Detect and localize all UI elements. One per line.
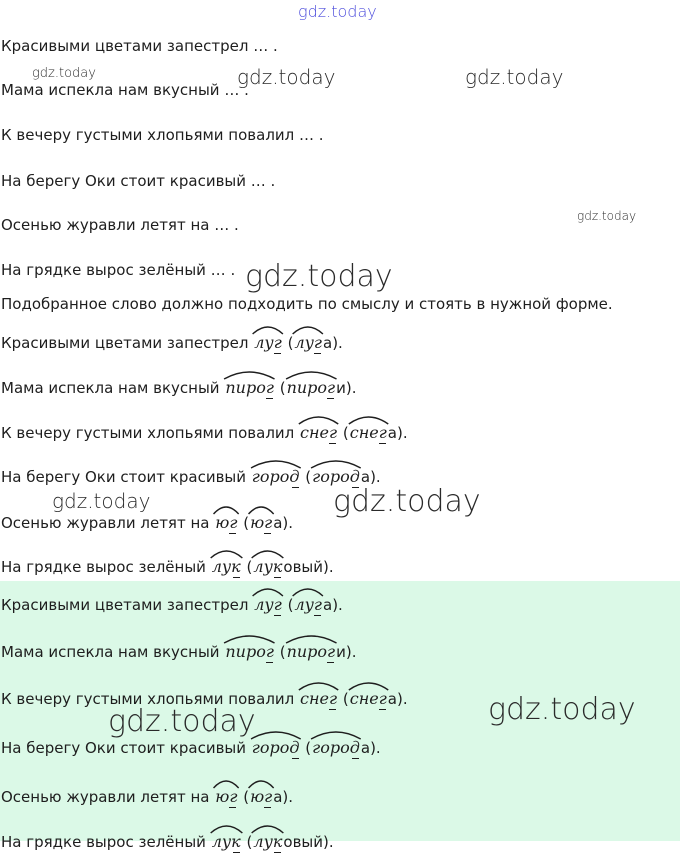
root-text: юг xyxy=(215,787,238,806)
paren-open: ( xyxy=(246,833,253,851)
root-arc-icon xyxy=(210,547,243,559)
word-ending: а). xyxy=(273,788,294,806)
letter-underline xyxy=(229,533,236,534)
word-ending: а). xyxy=(273,514,294,532)
root-text: луг xyxy=(254,595,282,614)
root-arc-icon xyxy=(348,679,389,691)
root-word xyxy=(300,420,337,443)
root-arc-icon xyxy=(248,777,274,789)
task-line-1: Красивыми цветами запестрел … . xyxy=(1,37,278,55)
root-arc-icon xyxy=(298,679,339,691)
root-word xyxy=(225,639,274,662)
root-arc-icon xyxy=(213,503,239,515)
word-ending: и). xyxy=(336,379,357,397)
letter-underline xyxy=(327,662,334,663)
root-text: снег xyxy=(300,423,338,442)
answer-line-green xyxy=(1,592,343,615)
root-text: лук xyxy=(253,557,283,576)
word-ending: овый). xyxy=(283,833,334,851)
root-word xyxy=(312,735,360,758)
watermark: gdz.today xyxy=(108,704,256,739)
answer-sentence: Мама испекла нам вкусный xyxy=(1,643,220,661)
task-line-4: На берегу Оки стоит красивый … . xyxy=(1,172,276,190)
paren-open: ( xyxy=(279,379,286,397)
root-arc-icon xyxy=(292,323,324,335)
root-text: пирог xyxy=(286,378,336,397)
task-line-2: Мама испекла нам вкусный … . xyxy=(1,81,249,99)
paren-open: ( xyxy=(287,334,294,352)
watermark: gdz.today xyxy=(577,209,637,223)
task-line-5: Осенью журавли летят на … . xyxy=(1,216,239,234)
task-line-6: На грядке вырос зелёный … . xyxy=(1,261,236,279)
root-word xyxy=(215,784,237,807)
watermark: gdz.today xyxy=(237,65,336,89)
answer-sentence: Красивыми цветами запестрел xyxy=(1,596,249,614)
answer-line-green xyxy=(1,639,357,662)
root-text: лук xyxy=(211,832,241,851)
root-arc-icon xyxy=(213,777,239,789)
paren-open: ( xyxy=(305,739,312,757)
letter-underline xyxy=(327,398,334,399)
answer-sentence: На берегу Оки стоит красивый xyxy=(1,739,246,757)
answer-sentence: К вечеру густыми хлопьями повалил xyxy=(1,690,295,708)
answer-sentence: На берегу Оки стоит красивый xyxy=(1,468,246,486)
task-note: Подобранное слово должно подходить по смыслу и стоять в нужной форме. xyxy=(1,295,613,313)
root-word xyxy=(215,510,237,533)
letter-underline xyxy=(264,807,271,808)
root-word xyxy=(254,330,282,353)
paren-open: ( xyxy=(342,690,349,708)
root-word xyxy=(300,686,337,709)
letter-underline xyxy=(274,615,281,616)
root-text: юг xyxy=(250,787,273,806)
letter-underline xyxy=(274,353,281,354)
root-word xyxy=(253,554,282,577)
letter-underline xyxy=(314,615,321,616)
root-text: луг xyxy=(294,595,322,614)
watermark: gdz.today xyxy=(488,692,636,727)
answer-sentence: Осенью журавли летят на xyxy=(1,514,210,532)
root-word xyxy=(287,639,336,662)
answer-sentence: На грядке вырос зелёный xyxy=(1,833,206,851)
root-word xyxy=(350,420,387,443)
root-text: луг xyxy=(294,333,322,352)
watermark: gdz.today xyxy=(32,66,96,81)
letter-underline xyxy=(266,662,273,663)
paren-open: ( xyxy=(342,424,349,442)
root-text: лук xyxy=(253,832,283,851)
answer-line xyxy=(1,510,293,533)
root-arc-icon xyxy=(285,368,338,380)
letter-underline xyxy=(274,577,281,578)
root-word xyxy=(287,375,336,398)
root-text: юг xyxy=(215,513,238,532)
root-word xyxy=(294,330,322,353)
root-word xyxy=(254,592,282,615)
answer-sentence: На грядке вырос зелёный xyxy=(1,558,206,576)
root-text: пирог xyxy=(286,642,336,661)
root-word xyxy=(350,686,387,709)
watermark: gdz.today xyxy=(465,65,564,89)
answer-sentence: Мама испекла нам вкусный xyxy=(1,379,220,397)
root-text: пирог xyxy=(225,378,274,397)
root-arc-icon xyxy=(210,822,243,834)
root-text: юг xyxy=(250,513,273,532)
root-arc-icon xyxy=(250,457,302,469)
root-text: город xyxy=(312,738,360,757)
root-word xyxy=(294,592,322,615)
letter-underline xyxy=(266,398,273,399)
root-word xyxy=(252,464,300,487)
answer-line xyxy=(1,554,334,577)
letter-underline xyxy=(233,577,240,578)
letter-underline xyxy=(264,533,271,534)
root-text: снег xyxy=(300,689,338,708)
root-word xyxy=(250,784,272,807)
root-arc-icon xyxy=(223,632,276,644)
paren-open: ( xyxy=(305,468,312,486)
root-word xyxy=(212,554,241,577)
answer-line xyxy=(1,464,381,487)
root-text: пирог xyxy=(225,642,274,661)
letter-underline xyxy=(329,443,336,444)
root-text: лук xyxy=(211,557,241,576)
letter-underline xyxy=(229,807,236,808)
letter-underline xyxy=(292,758,299,759)
root-word xyxy=(225,375,274,398)
root-arc-icon xyxy=(252,323,284,335)
paren-open: ( xyxy=(243,514,250,532)
root-text: город xyxy=(312,467,360,486)
root-arc-icon xyxy=(251,547,284,559)
letter-underline xyxy=(379,709,386,710)
root-arc-icon xyxy=(285,632,338,644)
word-ending: а). xyxy=(323,596,343,614)
word-ending: а). xyxy=(323,334,343,352)
word-ending: а). xyxy=(387,424,408,442)
root-arc-icon xyxy=(310,457,362,469)
answer-line-green xyxy=(1,784,293,807)
paren-open: ( xyxy=(279,643,286,661)
root-arc-icon xyxy=(348,413,389,425)
root-arc-icon xyxy=(250,728,302,740)
root-arc-icon xyxy=(310,728,362,740)
root-arc-icon xyxy=(223,368,276,380)
root-arc-icon xyxy=(248,503,274,515)
paren-open: ( xyxy=(246,558,253,576)
word-ending: овый). xyxy=(283,558,334,576)
answer-line xyxy=(1,330,343,353)
answer-sentence: Осенью журавли летят на xyxy=(1,788,210,806)
word-ending: а). xyxy=(360,468,381,486)
watermark: gdz.today xyxy=(333,484,481,519)
watermark: gdz.today xyxy=(298,2,377,21)
root-text: город xyxy=(251,467,300,486)
root-text: снег xyxy=(349,689,387,708)
root-text: город xyxy=(251,738,300,757)
root-arc-icon xyxy=(298,413,339,425)
watermark: gdz.today xyxy=(52,489,151,513)
letter-underline xyxy=(329,709,336,710)
root-arc-icon xyxy=(252,585,284,597)
task-line-3: К вечеру густыми хлопьями повалил … . xyxy=(1,126,324,144)
answer-sentence: Красивыми цветами запестрел xyxy=(1,334,249,352)
letter-underline xyxy=(292,487,299,488)
word-ending: а). xyxy=(360,739,381,757)
answer-line xyxy=(1,375,357,398)
root-arc-icon xyxy=(292,585,324,597)
letter-underline xyxy=(352,758,359,759)
answer-line xyxy=(1,420,408,443)
root-text: снег xyxy=(349,423,387,442)
root-arc-icon xyxy=(251,822,284,834)
root-text: луг xyxy=(254,333,282,352)
letter-underline xyxy=(379,443,386,444)
root-word xyxy=(250,510,272,533)
root-word xyxy=(252,735,300,758)
watermark: gdz.today xyxy=(245,259,393,294)
answer-sentence: К вечеру густыми хлопьями повалил xyxy=(1,424,295,442)
word-ending: и). xyxy=(336,643,357,661)
paren-open: ( xyxy=(287,596,294,614)
paren-open: ( xyxy=(243,788,250,806)
word-ending: а). xyxy=(387,690,408,708)
letter-underline xyxy=(314,353,321,354)
